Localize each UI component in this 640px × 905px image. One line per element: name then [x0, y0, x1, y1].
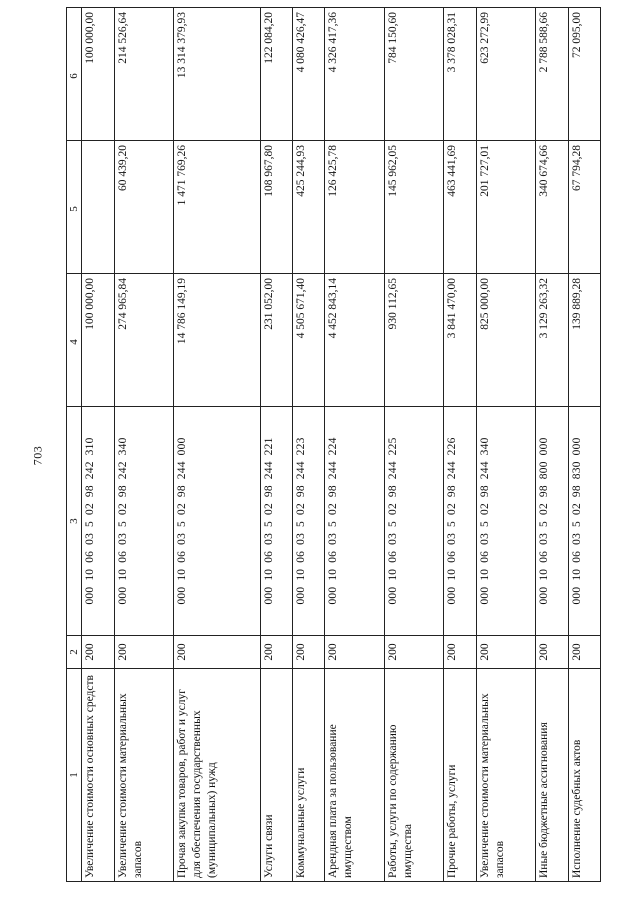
row-col5-cell: 201 727,01	[476, 141, 535, 274]
code-segment: 10	[570, 568, 583, 581]
code-segment: 03	[446, 532, 459, 545]
code-segment: 02	[176, 503, 189, 515]
code-segment: 340	[116, 437, 129, 456]
code-segment: 03	[538, 532, 551, 545]
code-segment: 02	[446, 503, 459, 515]
code-segment: 10	[478, 568, 491, 581]
code-segment: 226	[446, 437, 459, 456]
row-code-cell	[568, 407, 600, 636]
code-segment: 242	[84, 461, 97, 480]
row-col4-cell: 3 129 263,32	[536, 274, 568, 407]
row-name-cell: Иные бюджетные ассигнования	[536, 669, 568, 882]
row-col4-cell: 4 452 843,14	[325, 274, 384, 407]
row-col4-cell: 14 786 149,19	[174, 274, 260, 407]
row-col6-cell: 122 084,20	[260, 8, 292, 141]
row-col4-cell: 231 052,00	[260, 274, 292, 407]
code-segment: 5	[478, 521, 491, 527]
code-segment: 221	[262, 437, 275, 456]
row-line-cell: 200	[114, 636, 173, 669]
row-col4-cell: 825 000,00	[476, 274, 535, 407]
row-col5-cell: 145 962,05	[384, 141, 443, 274]
code-segment: 244	[386, 461, 399, 480]
code-segment: 244	[262, 461, 275, 480]
table-row	[476, 8, 535, 882]
table-row	[174, 8, 260, 882]
row-col5-cell: 67 794,28	[568, 141, 600, 274]
code-segment: 5	[386, 521, 399, 527]
code-segment: 000	[446, 586, 459, 605]
code-segment: 02	[478, 503, 491, 515]
header-col-3: 3	[67, 407, 82, 636]
table-row	[325, 8, 384, 882]
code-segment: 02	[538, 503, 551, 515]
code-segment: 02	[116, 503, 129, 515]
code-segment: 800	[538, 461, 551, 480]
row-col5-cell	[82, 141, 114, 274]
code-segment: 06	[446, 550, 459, 563]
row-line-cell: 200	[476, 636, 535, 669]
code-segment: 000	[386, 586, 399, 605]
row-line-cell: 200	[174, 636, 260, 669]
row-code-cell	[444, 407, 476, 636]
code-segment: 000	[327, 586, 340, 605]
code-segment: 03	[386, 532, 399, 545]
header-col-1: 1	[67, 669, 82, 882]
table-row	[568, 8, 600, 882]
code-segment: 5	[262, 521, 275, 527]
code-segment: 10	[84, 568, 97, 581]
row-line-cell: 200	[384, 636, 443, 669]
code-segment: 5	[446, 521, 459, 527]
code-segment: 10	[446, 568, 459, 581]
row-col6-cell: 214 526,64	[114, 8, 173, 141]
row-name-cell: Прочая закупка товаров, работ и услуг для обеспечения государственных (муниципальных) нужд	[174, 669, 260, 882]
code-segment: 5	[570, 521, 583, 527]
code-segment: 10	[262, 568, 275, 581]
code-segment: 5	[294, 521, 307, 527]
code-segment: 000	[478, 586, 491, 605]
row-col5-cell: 60 439,20	[114, 141, 173, 274]
header-col-4: 4	[67, 274, 82, 407]
code-segment: 98	[262, 485, 275, 498]
row-col6-cell: 4 080 426,47	[292, 8, 324, 141]
row-code-cell	[325, 407, 384, 636]
row-code-cell	[260, 407, 292, 636]
code-segment: 340	[478, 437, 491, 456]
code-segment: 06	[570, 550, 583, 563]
row-line-cell: 200	[82, 636, 114, 669]
code-segment: 98	[294, 485, 307, 498]
row-col6-cell: 72 095,00	[568, 8, 600, 141]
code-segment: 244	[176, 461, 189, 480]
code-segment: 06	[262, 550, 275, 563]
header-col-6: 6	[67, 8, 82, 141]
row-col4-cell: 139 889,28	[568, 274, 600, 407]
code-segment: 244	[294, 461, 307, 480]
row-name-cell: Исполнение судебных актов	[568, 669, 600, 882]
code-segment: 5	[176, 521, 189, 527]
code-segment: 06	[538, 550, 551, 563]
code-segment: 000	[570, 586, 583, 605]
row-col6-cell: 2 788 588,66	[536, 8, 568, 141]
row-line-cell: 200	[260, 636, 292, 669]
code-segment: 98	[116, 485, 129, 498]
row-name-cell: Коммунальные услуги	[292, 669, 324, 882]
code-segment: 98	[386, 485, 399, 498]
row-code-cell	[114, 407, 173, 636]
row-col5-cell: 425 244,93	[292, 141, 324, 274]
code-segment: 10	[386, 568, 399, 581]
row-col6-cell: 623 272,99	[476, 8, 535, 141]
row-col4-cell: 4 505 671,40	[292, 274, 324, 407]
code-segment: 224	[327, 437, 340, 456]
code-segment: 000	[538, 586, 551, 605]
row-col4-cell: 274 965,84	[114, 274, 173, 407]
row-col4-cell: 100 000,00	[82, 274, 114, 407]
table-row	[536, 8, 568, 882]
code-segment: 02	[294, 503, 307, 515]
row-col5-cell: 1 471 769,26	[174, 141, 260, 274]
code-segment: 98	[327, 485, 340, 498]
code-segment: 06	[386, 550, 399, 563]
code-segment: 03	[478, 532, 491, 545]
row-col5-cell: 126 425,78	[325, 141, 384, 274]
code-segment: 98	[176, 485, 189, 498]
row-col4-cell: 930 112,65	[384, 274, 443, 407]
row-name-cell: Увеличение стоимости основных средств	[82, 669, 114, 882]
code-segment: 000	[116, 586, 129, 605]
row-line-cell: 200	[536, 636, 568, 669]
row-col5-cell: 108 967,80	[260, 141, 292, 274]
row-name-cell: Прочие работы, услуги	[444, 669, 476, 882]
table-row	[82, 8, 114, 882]
code-segment: 5	[116, 521, 129, 527]
row-name-cell: Работы, услуги по содержанию имущества	[384, 669, 443, 882]
code-segment: 06	[84, 550, 97, 563]
code-segment: 03	[116, 532, 129, 545]
code-segment: 06	[478, 550, 491, 563]
code-segment: 06	[176, 550, 189, 563]
code-segment: 98	[478, 485, 491, 498]
code-segment: 000	[538, 437, 551, 456]
code-segment: 10	[176, 568, 189, 581]
code-segment: 98	[446, 485, 459, 498]
code-segment: 03	[262, 532, 275, 545]
code-segment: 02	[570, 503, 583, 515]
code-segment: 830	[570, 461, 583, 480]
header-col-5: 5	[67, 141, 82, 274]
code-segment: 10	[116, 568, 129, 581]
code-segment: 5	[84, 521, 97, 527]
budget-table	[66, 7, 601, 882]
code-segment: 10	[538, 568, 551, 581]
code-segment: 02	[262, 503, 275, 515]
row-name-cell: Услуги связи	[260, 669, 292, 882]
code-segment: 000	[176, 437, 189, 456]
code-segment: 5	[327, 521, 340, 527]
row-col6-cell: 100 000,00	[82, 8, 114, 141]
row-col4-cell: 3 841 470,00	[444, 274, 476, 407]
row-code-cell	[536, 407, 568, 636]
code-segment: 244	[327, 461, 340, 480]
code-segment: 98	[84, 485, 97, 498]
code-segment: 223	[294, 437, 307, 456]
row-col6-cell: 3 378 028,31	[444, 8, 476, 141]
row-col6-cell: 784 150,60	[384, 8, 443, 141]
row-line-cell: 200	[292, 636, 324, 669]
rotated-table-wrapper	[66, 12, 601, 882]
row-name-cell: Арендная плата за пользование имуществом	[325, 669, 384, 882]
code-segment: 10	[294, 568, 307, 581]
row-code-cell	[292, 407, 324, 636]
row-col5-cell: 340 674,66	[536, 141, 568, 274]
row-code-cell	[82, 407, 114, 636]
code-segment: 5	[538, 521, 551, 527]
row-code-cell	[384, 407, 443, 636]
row-line-cell: 200	[444, 636, 476, 669]
table-row	[114, 8, 173, 882]
code-segment: 000	[570, 437, 583, 456]
row-name-cell: Увеличение стоимости материальных запасов	[114, 669, 173, 882]
row-code-cell	[476, 407, 535, 636]
code-segment: 03	[176, 532, 189, 545]
row-col5-cell: 463 441,69	[444, 141, 476, 274]
code-segment: 244	[478, 461, 491, 480]
table-row	[260, 8, 292, 882]
code-segment: 000	[262, 586, 275, 605]
row-code-cell	[174, 407, 260, 636]
code-segment: 03	[327, 532, 340, 545]
code-segment: 98	[570, 485, 583, 498]
code-segment: 06	[327, 550, 340, 563]
code-segment: 03	[570, 532, 583, 545]
table-row	[384, 8, 443, 882]
table-row	[292, 8, 324, 882]
header-col-2: 2	[67, 636, 82, 669]
row-name-cell: Увеличение стоимости материальных запасов	[476, 669, 535, 882]
code-segment: 03	[84, 532, 97, 545]
row-col6-cell: 13 314 379,93	[174, 8, 260, 141]
code-segment: 02	[84, 503, 97, 515]
code-segment: 10	[327, 568, 340, 581]
code-segment: 98	[538, 485, 551, 498]
document-page	[66, 12, 601, 882]
row-line-cell: 200	[568, 636, 600, 669]
row-col6-cell: 4 326 417,36	[325, 8, 384, 141]
table-row	[444, 8, 476, 882]
code-segment: 06	[116, 550, 129, 563]
code-segment: 244	[446, 461, 459, 480]
code-segment: 242	[116, 461, 129, 480]
row-line-cell: 200	[325, 636, 384, 669]
code-segment: 02	[327, 503, 340, 515]
code-segment: 000	[84, 586, 97, 605]
code-segment: 310	[84, 437, 97, 456]
header-row	[67, 8, 82, 882]
page-number: 703	[30, 445, 45, 466]
code-segment: 000	[176, 586, 189, 605]
code-segment: 06	[294, 550, 307, 563]
code-segment: 000	[294, 586, 307, 605]
code-segment: 02	[386, 503, 399, 515]
code-segment: 03	[294, 532, 307, 545]
code-segment: 225	[386, 437, 399, 456]
